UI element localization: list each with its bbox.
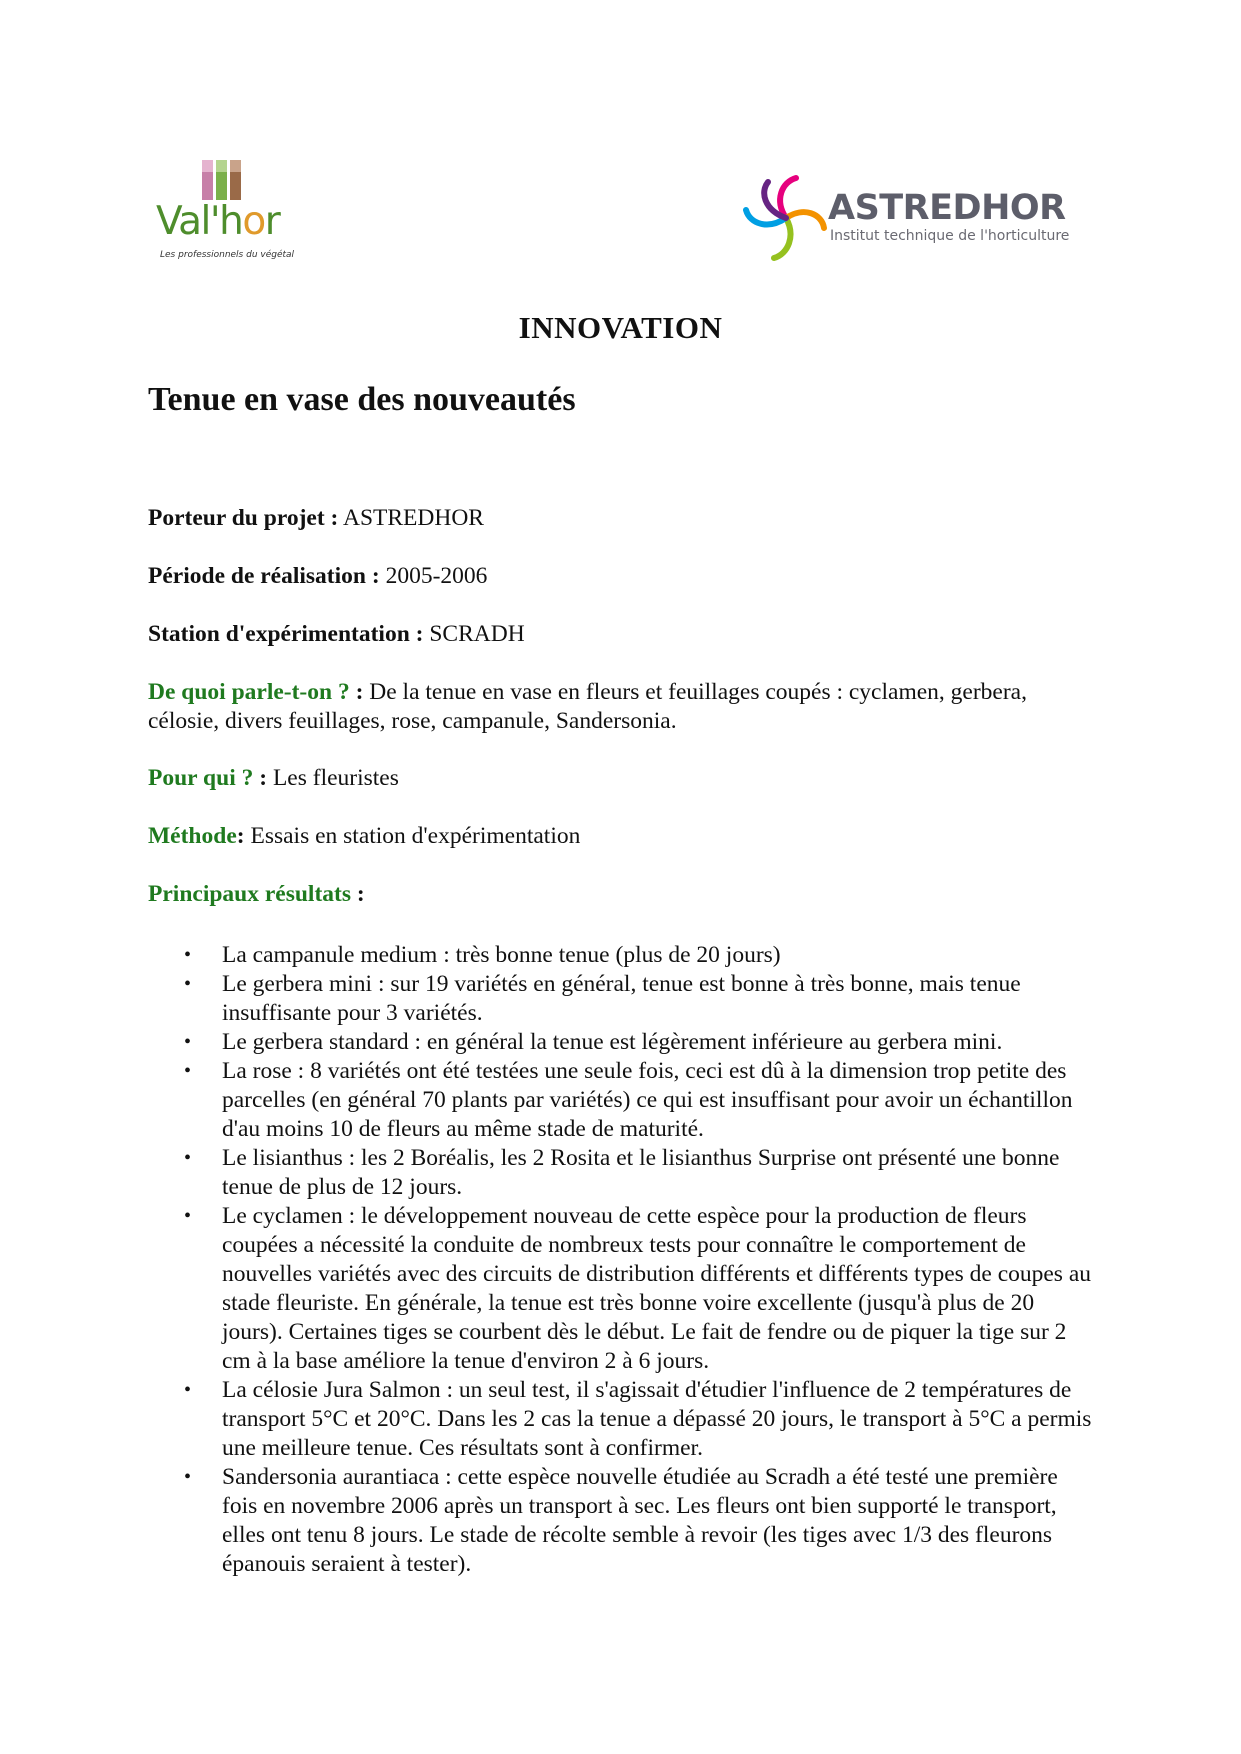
- field-qui-label: Pour qui ?: [148, 765, 254, 791]
- field-porteur-label: Porteur du projet :: [148, 505, 339, 531]
- list-item: • La célosie Jura Salmon : un seul test, il s'agissait d'étudier l'influence de 2 températures de transport 5°C et 20°C. Dans les 2 cas la tenue a dépassé 20 jours, le transport à 5°C a permis une meilleure tenue. Ces résultats sont à confirmer.: [148, 1376, 1093, 1463]
- list-item: • Le gerbera mini : sur 19 variétés en général, tenue est bonne à très bonne, mais tenue insuffisante pour 3 variétés.: [148, 970, 1093, 1028]
- field-quoi-colon: :: [355, 679, 364, 705]
- field-station-label: Station d'expérimentation :: [148, 621, 424, 647]
- field-periode: [148, 562, 1088, 591]
- valhor-word-part: Val'h: [156, 199, 243, 244]
- list-item: • Le gerbera standard : en général la tenue est légèrement inférieure au gerbera mini.: [148, 1028, 1093, 1057]
- field-qui-colon: :: [259, 765, 268, 791]
- field-methode: [148, 822, 1088, 851]
- field-periode-value: 2005-2006: [385, 563, 488, 589]
- valhor-bars-icon: [200, 158, 244, 200]
- field-periode-label: Période de réalisation :: [148, 563, 380, 589]
- valhor-tagline: Les professionnels du végétal: [160, 250, 295, 260]
- list-item: • Le cyclamen : le développement nouveau de cette espèce pour la production de fleurs coupées a nécessité la conduite de nombreux tests pour connaître le comportement de nouvelles variétés avec des circuits de distribution différents et différents types de coupes au stade fleuriste. En générale, la tenue est très bonne voire excellente (jusqu'à plus de 20 jours). Certaines tiges se courbent dès le début. Le fait de fendre ou de piquer la tige sur 2 cm à la base améliore la tenue d'environ 2 à 6 jours.: [148, 1202, 1093, 1376]
- page-title: Tenue en vase des nouveautés: [148, 381, 576, 418]
- section-kicker: INNOVATION: [518, 310, 723, 345]
- field-qui: [148, 764, 1088, 793]
- results-list: [148, 941, 1093, 1579]
- field-methode-colon: :: [236, 823, 245, 849]
- field-resultats-label: Principaux résultats: [148, 881, 352, 907]
- valhor-wordmark: [156, 199, 280, 244]
- field-quoi-value: De la tenue en vase en fleurs et feuillages coupés : cyclamen, gerbera, célosie, divers feuillages, rose, campanule, Sandersonia.: [148, 679, 1027, 734]
- valhor-logo: [156, 158, 295, 266]
- field-resultats: [148, 880, 1088, 909]
- astredhor-subtitle: Institut technique de l'horticulture: [830, 228, 1070, 244]
- field-qui-value: Les fleuristes: [272, 765, 399, 791]
- field-methode-value: Essais en station d'expérimentation: [250, 823, 581, 849]
- astredhor-flower-icon: [734, 170, 834, 266]
- valhor-word-end: r: [264, 199, 280, 244]
- field-quoi: [148, 678, 1088, 736]
- astredhor-name: ASTREDHOR: [828, 188, 1066, 228]
- list-item: • Le lisianthus : les 2 Boréalis, les 2 Rosita et le lisianthus Surprise ont présenté une bonne tenue de plus de 12 jours.: [148, 1144, 1093, 1202]
- list-item: • Sandersonia aurantiaca : cette espèce nouvelle étudiée au Scradh a été testé une première fois en novembre 2006 après un transport à sec. Les fleurs ont bien supporté le transport, elles ont tenu 8 jours. Le stade de récolte semble à revoir (les tiges avec 1/3 des fleurons épanouis seraient à tester).: [148, 1463, 1093, 1579]
- field-station: [148, 620, 1088, 649]
- field-quoi-label: De quoi parle-t-on ?: [148, 679, 350, 705]
- field-station-value: SCRADH: [429, 621, 525, 647]
- field-methode-label: Méthode: [148, 823, 237, 849]
- field-resultats-colon: :: [356, 881, 365, 907]
- field-porteur-value: ASTREDHOR: [342, 505, 484, 531]
- field-porteur: [148, 504, 1088, 533]
- valhor-word-accent: o: [242, 199, 265, 244]
- astredhor-logo: [734, 170, 1070, 270]
- list-item: • La campanule medium : très bonne tenue (plus de 20 jours): [148, 941, 1093, 970]
- list-item: • La rose : 8 variétés ont été testées une seule fois, ceci est dû à la dimension trop petite des parcelles (en général 70 plants par variétés) ce qui est insuffisant pour avoir un échantillon d'au moins 10 de fleurs au même stade de maturité.: [148, 1057, 1093, 1144]
